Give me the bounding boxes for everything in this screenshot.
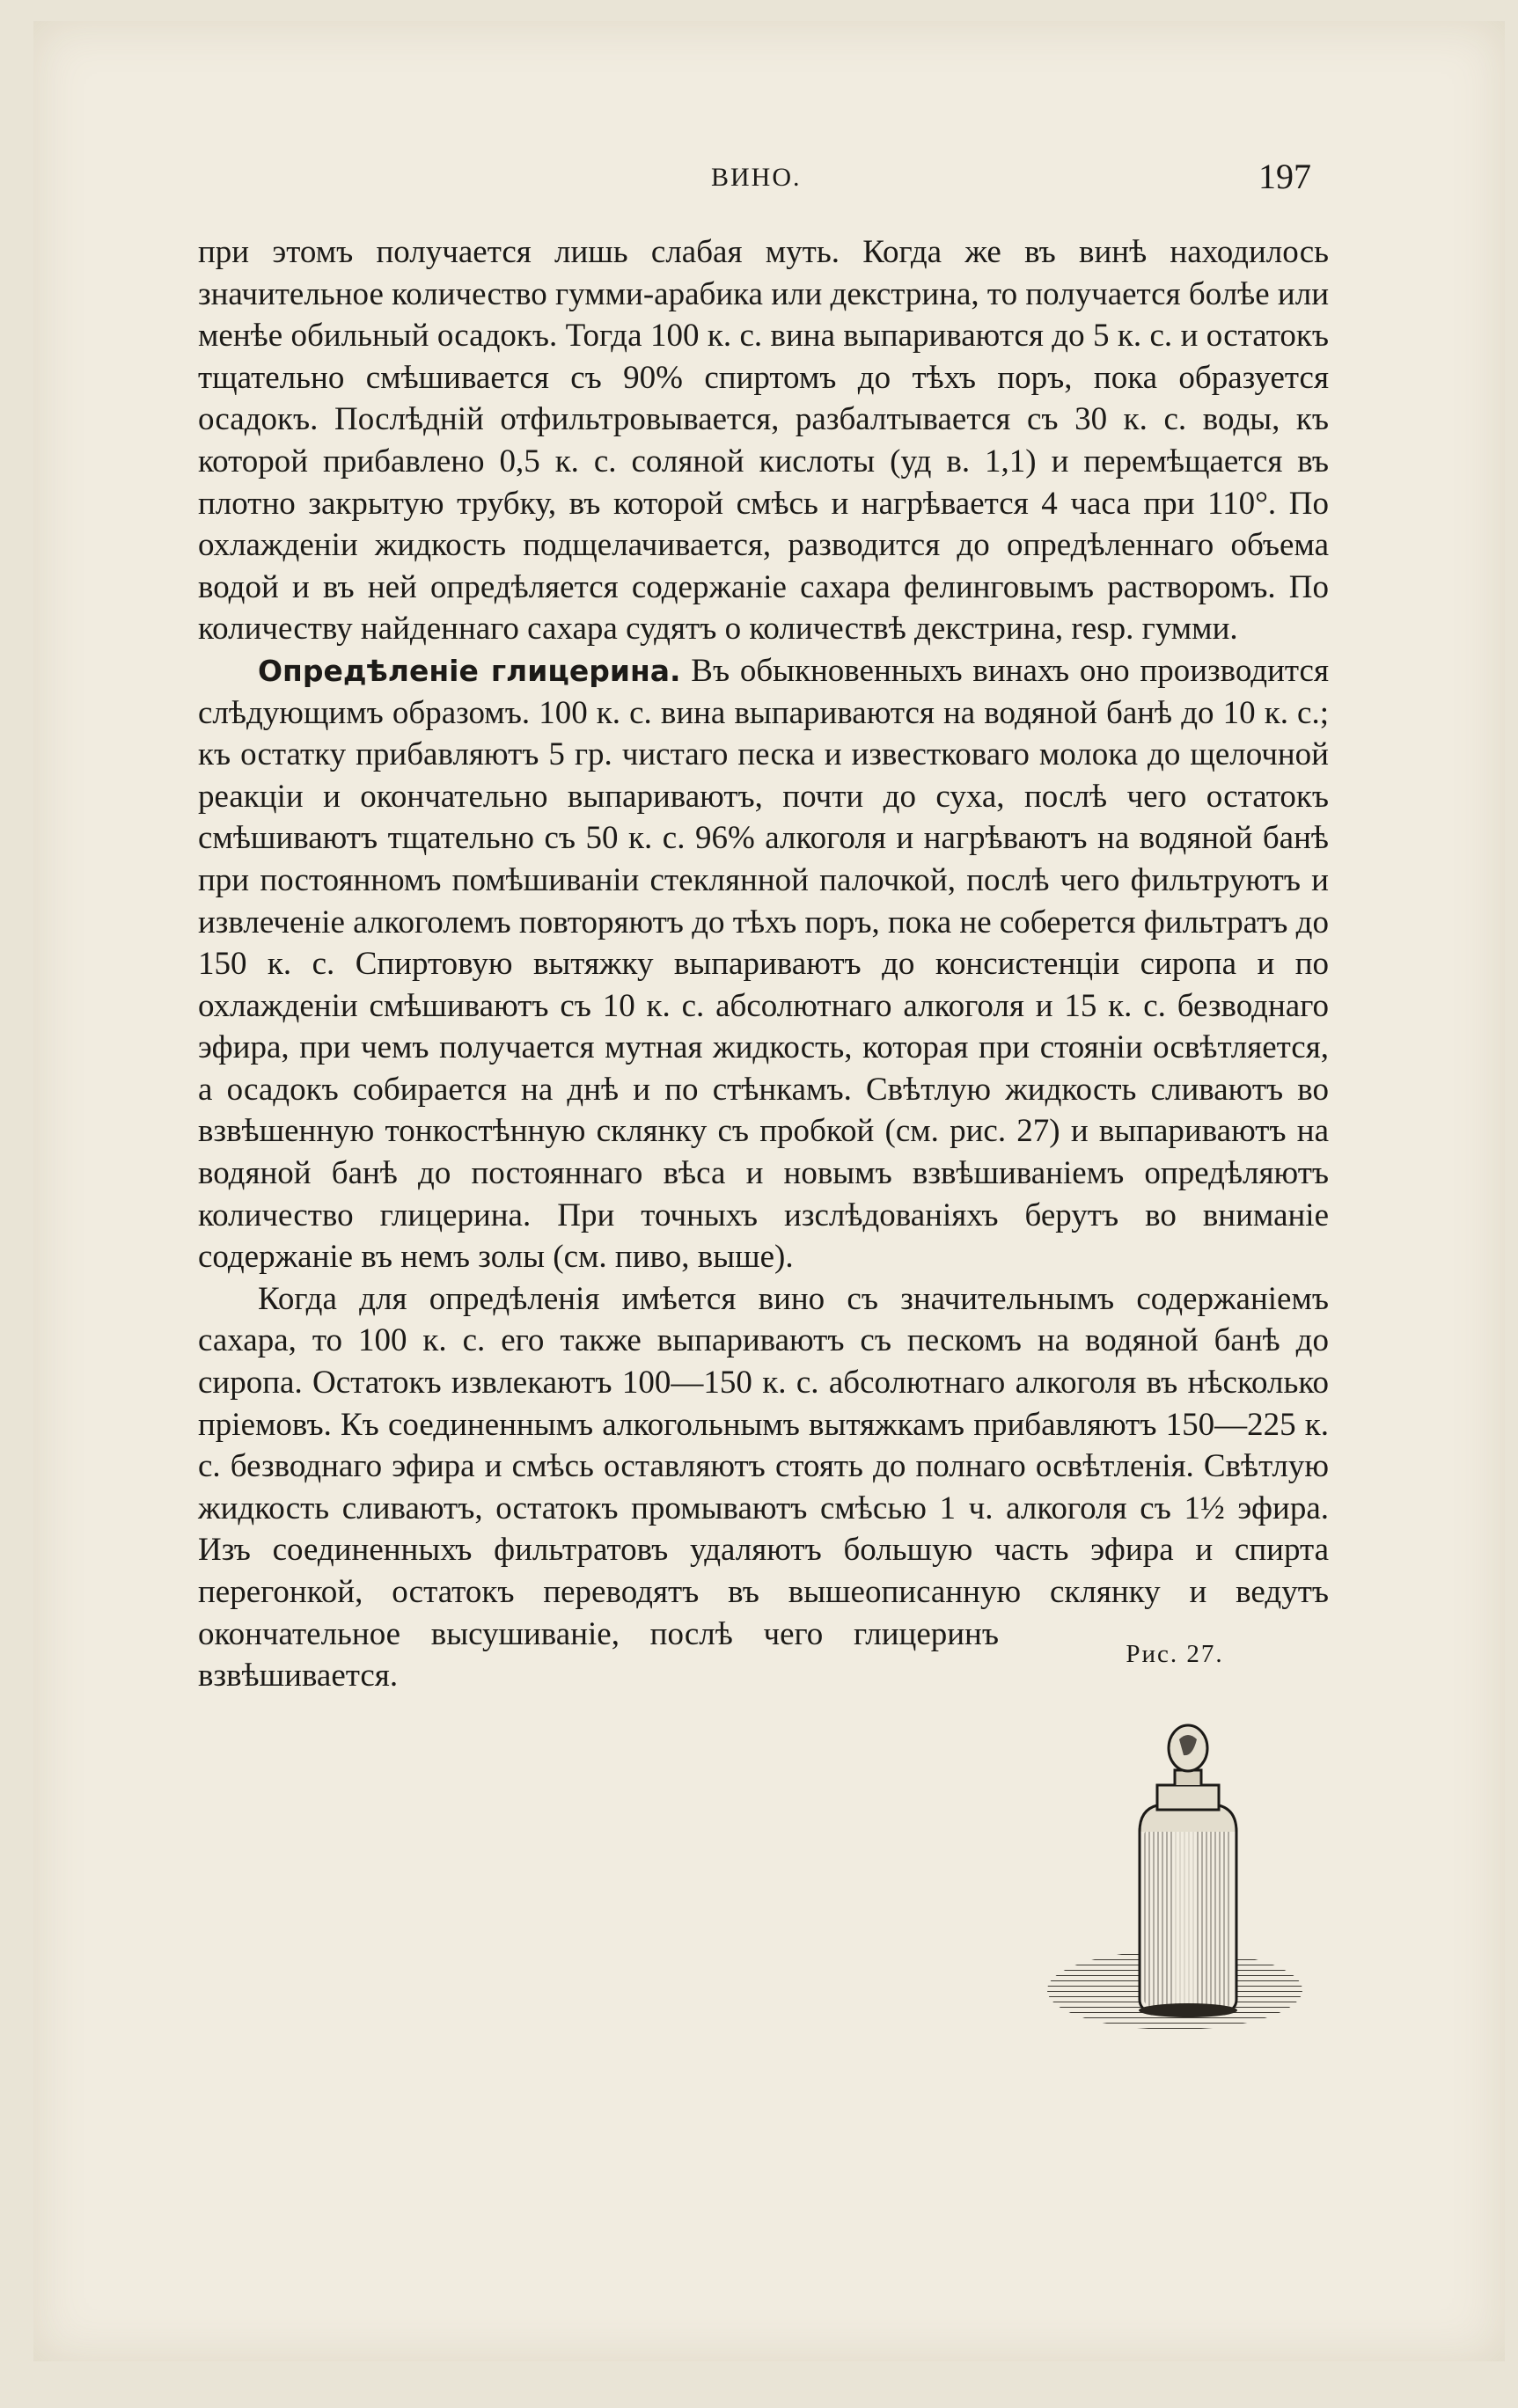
stoppered-bottle-illustration (1043, 1722, 1316, 2047)
body-text (198, 231, 1329, 2408)
figure-caption: Рис. 27. (1126, 1639, 1224, 1668)
bottle-icon (1043, 1722, 1316, 2047)
running-head: ВИНО. (711, 163, 802, 192)
paragraph-sugar-wine: Когда для опредѣленія имѣется вино съ значительнымъ содержаніемъ сахара, то 100 к. с. его также выпариваютъ съ пескомъ на водяной банѣ до сиропа. Остатокъ извлекаютъ 100—150 к. с. абсолютнаго алкоголя въ нѣсколько пріемовъ. Къ соединеннымъ алкогольнымъ вытяжкамъ прибавляютъ 150—225 к. с. безводнаго эфира и смѣсь оставляютъ стоять до полнаго освѣтленія. Свѣтлую жидкость сливаютъ, остатокъ промываютъ смѣсью 1 ч. алкоголя съ 1½ эфира. Изъ соединенныхъ фильтратовъ удаляютъ большую часть эфира и спирта перегонкой, остатокъ переводятъ въ вышеописанную склянку и ведутъ окончательное высушиваніе, послѣ чего глицеринъ взвѣшивается. (198, 1280, 1329, 1694)
paragraph-dextrin: при этомъ получается лишь слабая муть. Когда же въ винѣ находилось значительное количество гумми-арабика или декстрина, то получается болѣе или менѣе обильный осадокъ. Тогда 100 к. с. вина выпариваются до 5 к. с. и остатокъ тщательно смѣшивается съ 90% спиртомъ до тѣхъ поръ, пока образуется осадокъ. Послѣдній отфильтровывается, разбалтывается съ 30 к. с. воды, къ которой прибавлено 0,5 к. с. соляной кислоты (уд в. 1,1) и перемѣщается въ плотно закрытую трубку, въ которой смѣсь и нагрѣвается 4 часа при 110°. По охлажденіи жидкость подщелачивается, разводится до опредѣленнаго объема водой и въ ней опредѣляется содержаніе сахара фелинговымъ растворомъ. По количеству найденнаго сахара судятъ о количествѣ декстрина, resp. гумми. (198, 234, 1329, 648)
page-number: 197 (1258, 157, 1311, 196)
paragraph-glycerin-text: Въ обыкновенныхъ винахъ оно производится слѣдующимъ образомъ. 100 к. с. вина выпариваются на водяной банѣ до 10 к. с.; къ остатку прибавляютъ 5 гр. чистаго песка и известковаго молока до щелочной реакціи и окончательно выпариваютъ, почти до суха, послѣ чего остатокъ смѣшиваютъ тщательно съ 50 к. с. 96% алкоголя и нагрѣваютъ на водяной банѣ при постоянномъ помѣшиваніи стеклянной палочкой, послѣ чего фильтруютъ и извлеченіе алкоголемъ повторяютъ до тѣхъ поръ, пока не соберется фильтратъ до 150 к. с. Спиртовую вытяжку выпариваютъ до консистенціи сиропа и по охлажденіи смѣшиваютъ съ 10 к. с. абсолютнаго алкоголя и 15 к. с. безводнаго эфира, при чемъ получается мутная жидкость, которая при стояніи освѣтляется, а осадокъ собирается на днѣ и по стѣнкамъ. Свѣтлую жидкость сливаютъ во взвѣшенную тонкостѣнную склянку съ пробкой (см. рис. 27) и выпариваютъ на водяной банѣ до постояннаго вѣса и новымъ взвѣшиваніемъ опредѣляютъ количество глицерина. При точныхъ изслѣдованіяхъ берутъ во вниманіе содержаніе въ немъ золы (см. пиво, выше). (198, 652, 1329, 1276)
figure-27 (1025, 1625, 1329, 2408)
page-header (0, 145, 1518, 198)
paragraph-glycerin (198, 650, 1329, 1278)
section-heading-glycerin: Опредѣленіе глицерина. (258, 653, 681, 688)
